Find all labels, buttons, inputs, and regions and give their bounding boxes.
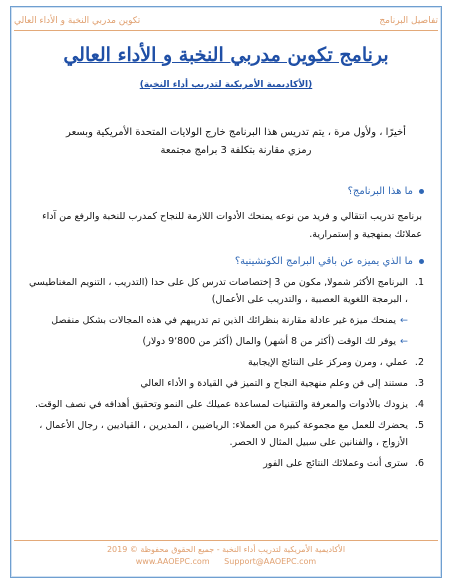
footer-copyright: الأكاديمية الأمريكية لتدريب أداء النخبة - جميع الحقوق محفوظة © 2019 xyxy=(106,545,346,554)
document-subtitle: (الأكاديمية الأمريكية لتدريب أداء النخبة) xyxy=(139,80,313,90)
page-header xyxy=(14,12,438,30)
section-what-heading-text: ما هذا البرنامج؟ xyxy=(347,186,413,197)
footer-email-link[interactable]: Support@AAOEPC.com xyxy=(224,557,317,566)
list-subitem: ← يمنحك ميزة غير عادلة مقارنة بنظرائك الذين تم تدريبهم في هذه المجالات بشكل منفصل xyxy=(28,312,424,329)
section-features-heading-text: ما الذي يميزه عن باقي البرامج الكوتشينية؟ xyxy=(234,256,413,267)
bullet-dot-icon xyxy=(419,189,424,194)
section-features-heading xyxy=(235,256,424,267)
footer-website-link[interactable]: www.AAOEPC.com xyxy=(135,557,210,566)
document-title: برنامج تكوين مدربي النخبة و الأداء العالي xyxy=(63,44,389,66)
features-list xyxy=(28,274,424,476)
list-item: 5. يحضرك للعمل مع مجموعة كبيرة من العملاء: الرياضيين ، المديرين ، القياديين ، رجال الأعمال ، الأزواج ، والفنانين على سبيل المثال لا الحصر. xyxy=(39,420,424,448)
header-divider xyxy=(14,30,438,31)
intro-paragraph: أخيرًا ، ولأول مرة ، يتم تدريس هذا البرنامج خارج الولايات المتحدة الأمريكية وبسعر رمزي مقارنة بتكلفة 3 برامج مجتمعة xyxy=(66,127,406,156)
list-subitem: ← يوفر لك الوقت (أكثر من 8 أشهر) والمال (أكثر من 9٬800 دولار) xyxy=(28,333,424,350)
arrow-left-icon: ← xyxy=(400,336,408,347)
header-program-details: تفاصيل البرنامج xyxy=(379,16,438,26)
bullet-dot-icon xyxy=(419,259,424,264)
section-what-text: برنامج تدريب انتقالي و فريد من نوعه يمنحك الأدوات اللازمة للنجاح كمدرب للنخبة والرفع من آداء عملائك بمنهجية و إستمرارية. xyxy=(42,211,422,240)
list-item: 4. يزودك بالأدوات والمعرفة والتقنيات لمساعدة عميلك على النمو وتحقيق أهدافه في نصف الوقت. xyxy=(34,399,424,410)
list-item: 3. مستند إلى فن وعلم منهجية النجاح و التميز في القيادة و الأداء العالي xyxy=(140,378,424,389)
list-item: 6. سترى أنت وعملائك النتائج على الفور xyxy=(263,458,424,469)
section-what-heading xyxy=(348,186,424,197)
list-item: 2. عملي ، ومرن ومركز على النتائج الإيجابية xyxy=(248,357,424,368)
footer-contacts xyxy=(14,557,438,566)
header-program-name: تكوين مدربي النخبة و الأداء العالي xyxy=(14,16,141,26)
list-item: 1. البرنامج الأكثر شمولا, مكون من 3 إختصاصات تدرس كل على حدا (التدريب ، التنويم المغناطيسي ، البرمجة اللغوية العصبية ، والتدريب على الأعمال) xyxy=(29,277,424,305)
footer-divider xyxy=(14,540,438,541)
arrow-left-icon: ← xyxy=(400,315,408,326)
